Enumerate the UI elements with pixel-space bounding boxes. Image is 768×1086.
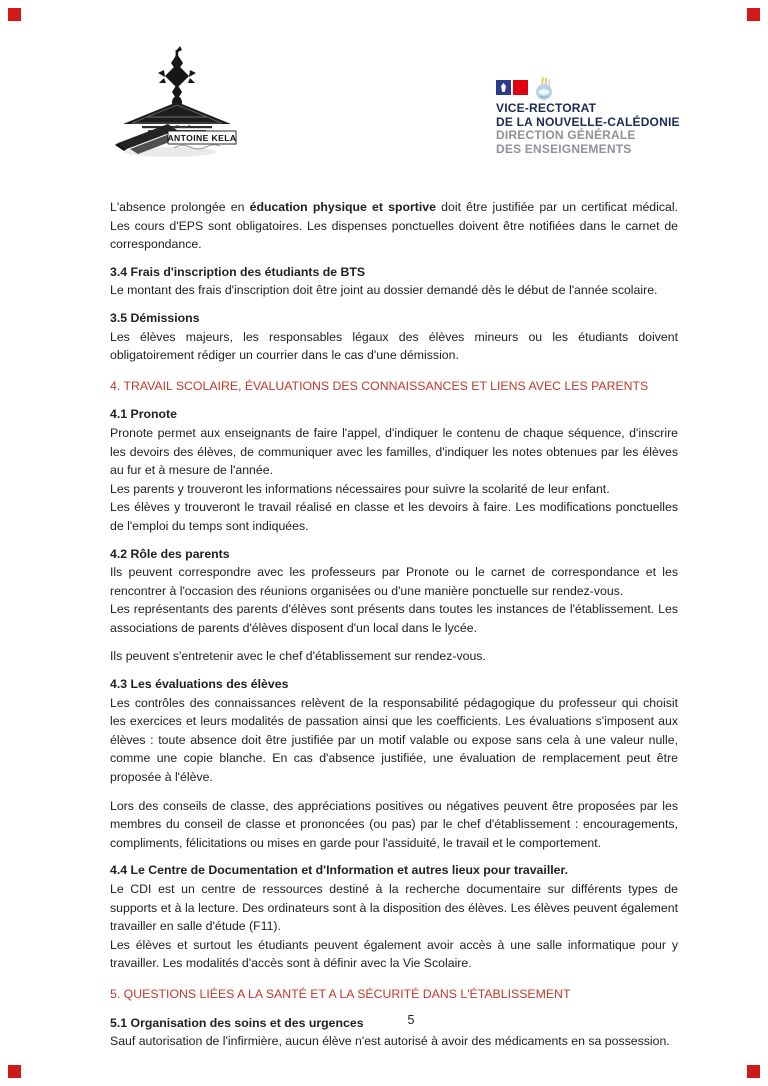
section-heading: 4.4 Le Centre de Documentation et d'Information et autres lieux pour travailler. — [110, 863, 569, 878]
section-heading: 4.3 Les évaluations des élèves — [110, 677, 289, 692]
corner-marker-bottom-right — [747, 1065, 760, 1078]
section-heading: 4.2 Rôle des parents — [110, 546, 230, 561]
ministry-logo — [496, 76, 716, 156]
paragraph: Les élèves et surtout les étudiants peuvent également avoir accès à une salle informatique pour y travailler. Les modalités d'accès sont à définir avec la Vie Scolaire. — [110, 937, 678, 971]
ministry-logo-icons — [496, 76, 716, 100]
blank-line — [110, 787, 678, 797]
chapter-heading: 5. QUESTIONS LIÉES A LA SANTÉ ET A LA SÉCURITÉ DANS L'ÉTABLISSEMENT — [110, 986, 571, 1001]
paragraph: Le CDI est un centre de ressources destiné à la recherche documentaire sur différents types de supports et à la lecture. Des ordinateurs sont à la disposition des élèves. Les élèves peuvent également travailler en salle d'étude (F11). — [110, 882, 678, 934]
paragraph: Les contrôles des connaissances relèvent de la responsabilité pédagogique du professeur qui choisit les exercices et leurs modalités de passation ainsi que les coefficients. Les évaluations s'imposent aux élèves : toute absence doit être justifiée par un motif valable ou expose sans cela à une valeur nulle, comme une copie blanche. En cas d'absence justifiée, une évaluation de remplacement peut être proposée à l'élève. — [110, 695, 678, 785]
blank-line — [110, 637, 678, 647]
paragraph: Les élèves y trouveront le travail réalisé en classe et les devoirs à faire. Les modifications ponctuelles de l'emploi du temps sont indiquées. — [110, 500, 678, 533]
paragraph — [110, 198, 678, 254]
paragraph: Ils peuvent s'entretenir avec le chef d'établissement sur rendez-vous. — [110, 649, 486, 664]
corner-marker-top-right — [747, 8, 760, 21]
section-heading: 5.1 Organisation des soins et des urgences — [110, 1015, 364, 1030]
paragraph: Les élèves majeurs, les responsables légaux des élèves mineurs ou les étudiants doivent obligatoirement rédiger un courrier dans le cas d'une démission. — [110, 329, 678, 363]
page-footer — [0, 1013, 768, 1027]
paragraph: Lors des conseils de classe, des appréciations positives ou négatives peuvent être proposées par les membres du conseil de classe et prononcées (ou pas) par le chef d'établissement : encouragements, compliments, félicitations ou mises en garde pour l'assiduité, le travail et le comportement. — [110, 798, 678, 850]
ministry-line-3: DIRECTION GÉNÉRALE — [496, 128, 636, 142]
paragraph: Pronote permet aux enseignants de faire l'appel, d'indiquer le contenu de chaque séquence, d'inscrire les devoirs des élèves, de communiquer avec les familles, d'indiquer les notes obtenues par les élèves au fur et à mesure de l'année. — [110, 425, 678, 478]
paragraph: Les représentants des parents d'élèves sont présents dans toutes les instances de l'établissement. Les associations de parents d'élèves disposent d'un local dans le lycée. — [110, 602, 678, 635]
french-flag-icon — [496, 80, 528, 95]
section-heading: 3.4 Frais d'inscription des étudiants de BTS — [110, 264, 366, 279]
document-body — [110, 198, 678, 1051]
paragraph: Le montant des frais d'inscription doit être joint au dossier demandé dès le début de l'année scolaire. — [110, 283, 658, 298]
paragraph: Sauf autorisation de l'infirmière, aucun élève n'est autorisé à avoir des médicaments en sa possession. — [110, 1034, 670, 1049]
page-number: 5 — [407, 1013, 415, 1027]
paragraph: Ils peuvent correspondre avec les professeurs par Pronote ou le carnet de correspondance et les rencontrer à l'occasion des réunions organisées ou d'une manière ponctuelle sur rendez-vous. — [110, 565, 678, 598]
text-run: doit être justifiée par un certificat médical. Les cours d'EPS sont obligatoires. Les dispenses ponctuelles doivent être notifiées dans le carnet de correspondance. — [110, 200, 678, 252]
section-heading: 4.1 Pronote — [110, 407, 177, 422]
corner-marker-top-left — [8, 8, 21, 21]
school-name-label: ANTOINE KELA — [167, 133, 237, 143]
ministry-line-4: DES ENSEIGNEMENTS — [496, 141, 632, 156]
vice-rectorat-emblem-icon — [533, 76, 557, 102]
section-heading: 3.5 Démissions — [110, 310, 200, 325]
kanak-rooftop-spear-icon — [112, 42, 242, 160]
ministry-line-2: DE LA NOUVELLE-CALÉDONIE — [496, 114, 680, 129]
corner-marker-bottom-left — [8, 1065, 21, 1078]
text-run: L'absence prolongée en — [110, 200, 250, 214]
paragraph: Les parents y trouveront les informations nécessaires pour suivre la scolarité de leur enfant. — [110, 481, 610, 496]
chapter-heading: 4. TRAVAIL SCOLAIRE, ÉVALUATIONS DES CONNAISSANCES ET LIENS AVEC LES PARENTS — [110, 378, 649, 393]
bold-text-run: éducation physique et sportive — [249, 200, 436, 214]
school-logo — [112, 42, 242, 160]
ministry-line-1: VICE-RECTORAT — [496, 101, 597, 115]
